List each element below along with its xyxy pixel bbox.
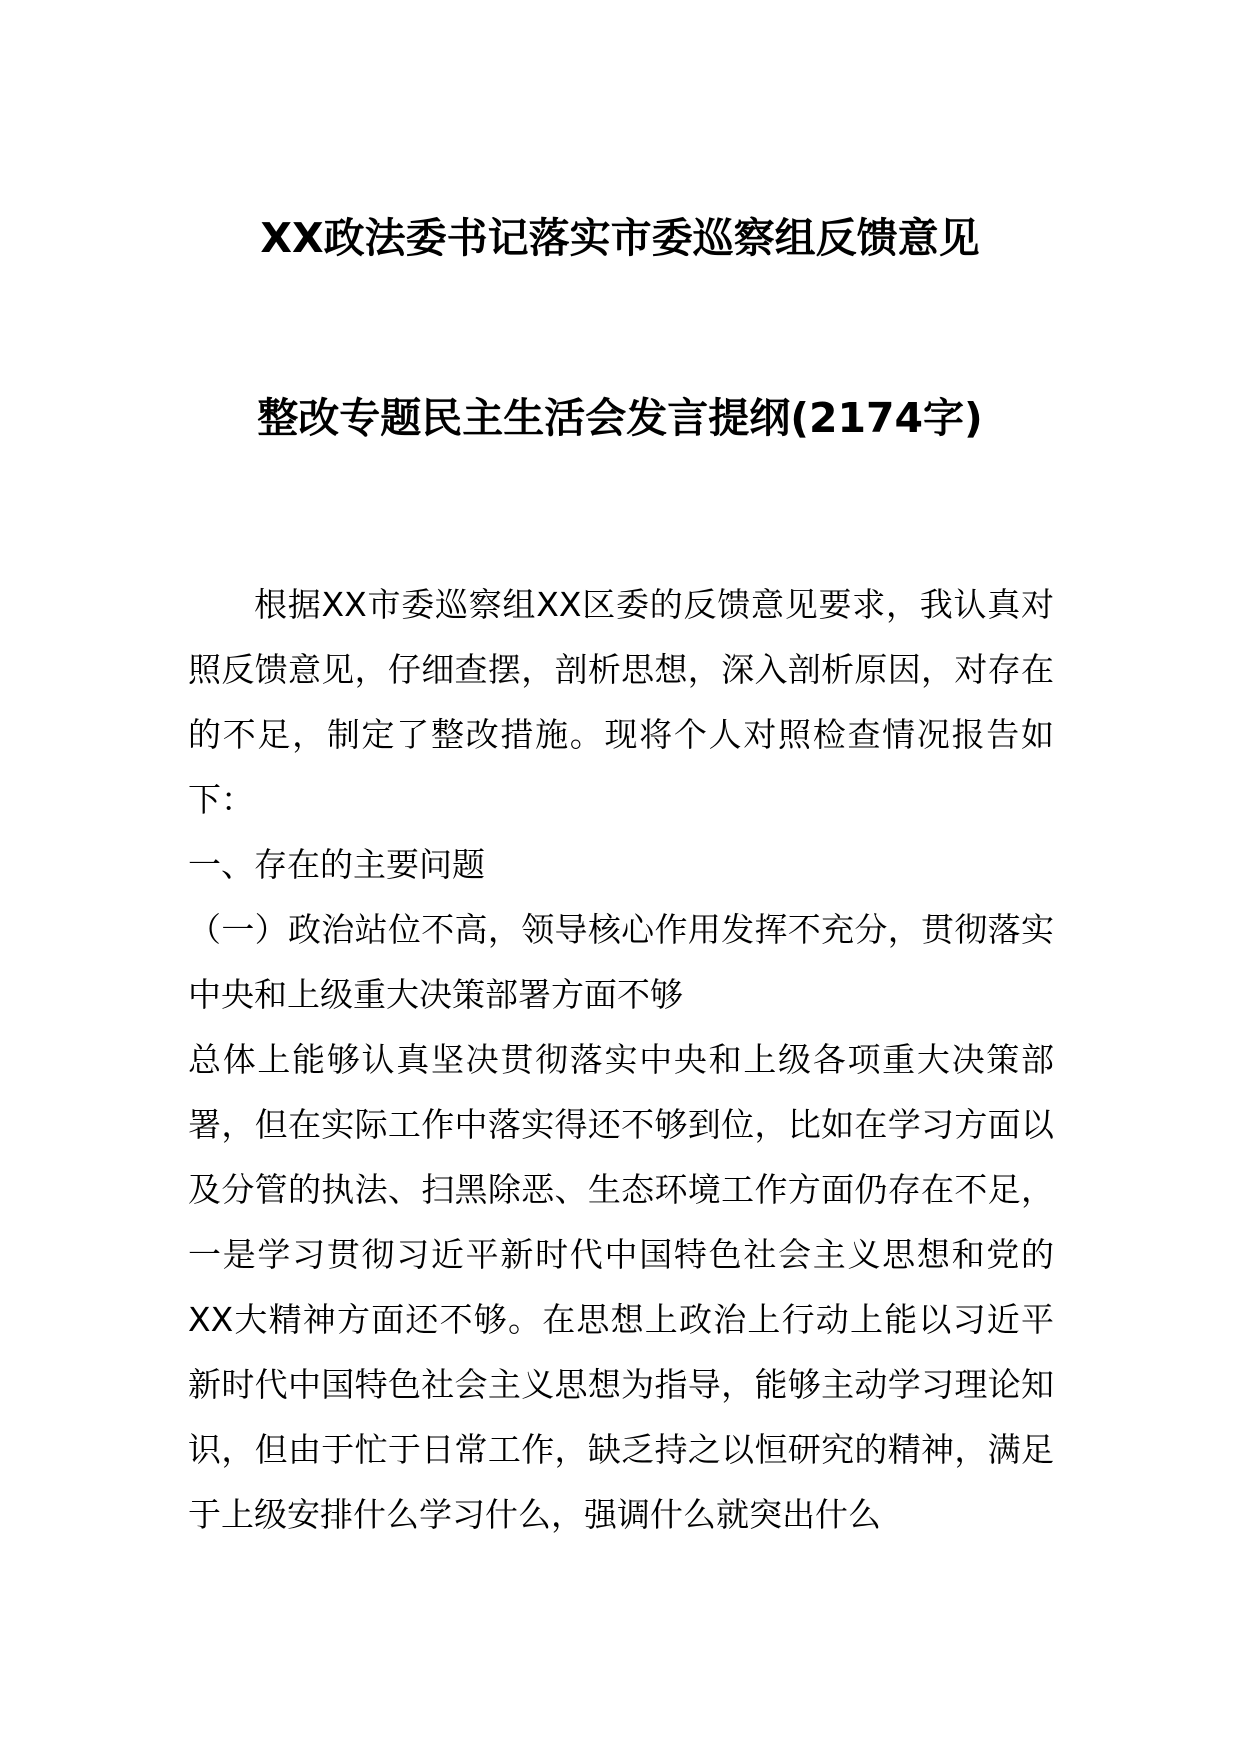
intro-paragraph: 根据XX市委巡察组XX区委的反馈意见要求，我认真对照反馈意见，仔细查摆，剖析思想，深入剖析原因，对存在的不足，制定了整改措施。现将个人对照检查情况报告如下： [188,585,1054,819]
document-title-line-2: 整改专题民主生活会发言提纲(2174字) [257,394,983,442]
document-title-line-1: XX政法委书记落实市委巡察组反馈意见 [260,214,980,262]
document-body [188,572,1054,1547]
section-heading: 一、存在的主要问题 [188,845,485,884]
body-paragraph: 总体上能够认真坚决贯彻落实中央和上级各项重大决策部署，但在实际工作中落实得还不够到位，比如在学习方面以及分管的执法、扫黑除恶、生态环境工作方面仍存在不足，一是学习贯彻习近平新时代中国特色社会主义思想和党的XX大精神方面还不够。在思想上政治上行动上能以习近平新时代中国特色社会主义思想为指导，能够主动学习理论知识，但由于忙于日常工作，缺乏持之以恒研究的精神，满足于上级安排什么学习什么，强调什么就突出什么 [188,1040,1054,1534]
subsection-heading: （一）政治站位不高，领导核心作用发挥不充分，贯彻落实中央和上级重大决策部署方面不够 [188,910,1054,1014]
